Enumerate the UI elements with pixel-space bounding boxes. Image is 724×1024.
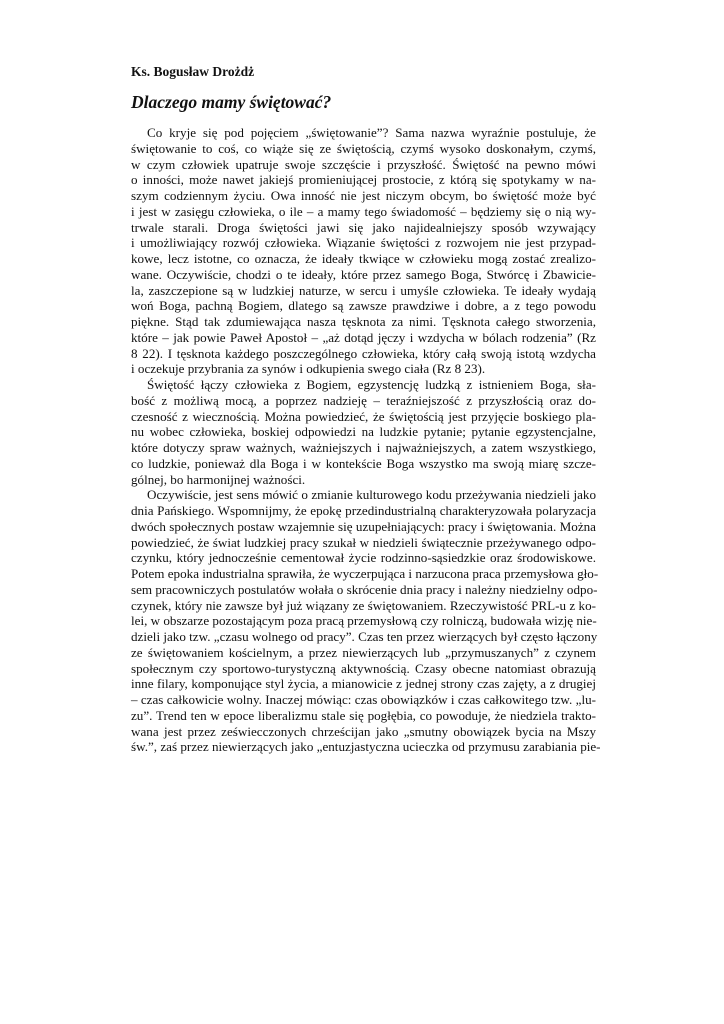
text-line: które – jak powie Paweł Apostoł – „aż dotąd jęczy i wzdycha w bólach rodzenia” (Rz	[131, 329, 596, 345]
text-line: gólnej, bo harmonijnej ważności.	[131, 471, 306, 487]
text-line: dnia Pańskiego. Wspomnijmy, że epokę przedindustrialną charakteryzowała polaryzacja	[131, 503, 596, 518]
text-line: wana jest przez zeświecczonych chrześcijan jako „smutny obowiązek bycia na Mszy	[131, 723, 596, 739]
article-body	[131, 125, 601, 755]
text-line: inne filary, komponujące styl życia, a mianowicie z jednej strony czas zajęty, a z drugiej	[131, 676, 596, 692]
text-line: w czym człowiek upatruje swoje szczęście i przyszłość. Świętość na pewno mówi	[131, 156, 596, 172]
text-line: ze świętowaniem kościelnym, a przez niewierzących lub „przymuszanych” z czynem	[131, 644, 596, 660]
text-line: i oczekuje przybrania za synów i odkupienia swego ciała (Rz 8 23).	[131, 361, 486, 377]
text-line: kowe, lecz istotne, co oznacza, że ideały tkwiące w człowieku mogą zostać zrealizo-	[131, 251, 596, 266]
text-line: sem pracowniczych postulatów wołała o skrócenie dnia pracy i należny niedzielny odpo-	[131, 581, 598, 597]
text-line: społecznym czy sportowo-turystyczną aktywnością. Czasy obecne natomiast obrazują	[131, 660, 596, 676]
text-line: Co kryje się pod pojęciem „świętowanie”? Sama nazwa wyraźnie postuluje, że	[147, 125, 596, 140]
paragraph	[131, 125, 596, 377]
text-line: la, zaszczepione są w ludzkiej naturze, w sercu i umyśle człowieka. Te ideały wydają	[131, 282, 596, 298]
author-name: Ks. Bogusław Drożdż	[131, 64, 255, 79]
text-line: Oczywiście, jest sens mówić o zmianie kulturowego kodu przeżywania niedzieli jako	[147, 487, 596, 503]
text-line: nu wobec człowieka, boskiej odpowiedzi na ludzkie pytanie; pytanie egzystencjalne,	[131, 424, 596, 440]
text-line: dwóch społecznych postaw wzajemnie się uzupełniających: pracy i świętowania. Można	[131, 518, 596, 534]
text-line: wane. Oczywiście, chodzi o te ideały, które przez samego Boga, Stwórcę i Zbawicie-	[131, 266, 596, 282]
article-title: Dlaczego mamy świętować?	[131, 92, 332, 112]
text-line: św.”, zaś przez niewierzących jako „entuzjastyczna ucieczka od przymusu zarabiania pie-	[131, 739, 601, 755]
text-line: lei, w obszarze pozostającym poza pracą przemysłową czy rolniczą, budowała wizję nie-	[131, 613, 597, 629]
text-line: które dotyczy spraw ważnych, ważniejszych i najważniejszych, a zatem wszystkiego,	[131, 440, 596, 455]
text-line: o inności, może nawet jakiejś promieniującej prostocie, z którą się spotykamy w na-	[131, 172, 596, 188]
text-line: Potem epoka industrialna sprawiła, że wyczerpująca i narzucona praca przemysłowa gło-	[131, 566, 599, 581]
text-line: szym codziennym życiu. Owa inność nie jest niczym obcym, bo świętość może być	[131, 188, 596, 203]
text-line: i jest w zasięgu człowieka, o ile – a mamy tego świadomość – będziemy się o nią wy-	[131, 203, 596, 219]
text-line: powiedzieć, że świat ludzkiej pracy szukał w niedzieli świątecznie przeżywanego odpo-	[131, 534, 596, 550]
text-line: piękne. Stąd tak zdumiewająca nasza tęsknota za nimi. Tęsknota całego stworzenia,	[131, 314, 596, 329]
text-line: czynek, który nie zawsze był już wiązany ze świętowaniem. Rzeczywistość PRL-u z ko-	[131, 597, 596, 613]
text-line: zu”. Trend ten w epoce liberalizmu stale się pogłębia, co powoduje, że niedziela trakto-	[131, 707, 596, 723]
text-line: i umożliwiający rozwój człowieka. Wiązanie świętości z rozwojem nie jest przypad-	[131, 235, 596, 251]
text-line: trwale starali. Droga świętości jawi się jako najidealniejszy sposób wzywający	[131, 219, 596, 235]
text-line: – czas całkowicie wolny. Inaczej mówiąc: czas obowiązków i czas całkowitego tzw. „lu-	[131, 692, 596, 707]
text-line: dzieli jako tzw. „czasu wolnego od pracy”. Czas ten przez wierzących był często łączony	[131, 629, 598, 644]
text-line: woń Boga, pachną Bogiem, dlatego są zawsze prawdziwe i dobre, a z tego powodu	[131, 298, 596, 314]
text-line: Świętość łączy człowieka z Bogiem, egzystencję ludzką z istnieniem Boga, sła-	[147, 377, 596, 392]
text-line: co ludzkie, ponieważ dla Boga i w kontekście Boga wszystko ma swoją miarę szcze-	[131, 455, 596, 471]
paragraph	[131, 487, 601, 755]
text-line: czynku, który jednocześnie cementował życie rodzinno-sąsiedzkie oraz środowiskowe.	[131, 550, 596, 566]
text-line: 8 22). I tęsknota każdego poszczególnego człowieka, który całą swoją istotą wzdycha	[131, 345, 596, 361]
text-line: świętowanie to coś, co wiąże się ze świętością, czymś wysoko doskonałym, czymś,	[131, 140, 596, 156]
text-line: czesność z wiecznością. Można powiedzieć, że świętością jest przyjęcie boskiego pla-	[131, 408, 596, 424]
text-line: bość z możliwą mocą, a poprzez nadzieję – teraźniejszość z przyszłością oraz do-	[131, 392, 596, 408]
paragraph	[131, 377, 596, 487]
